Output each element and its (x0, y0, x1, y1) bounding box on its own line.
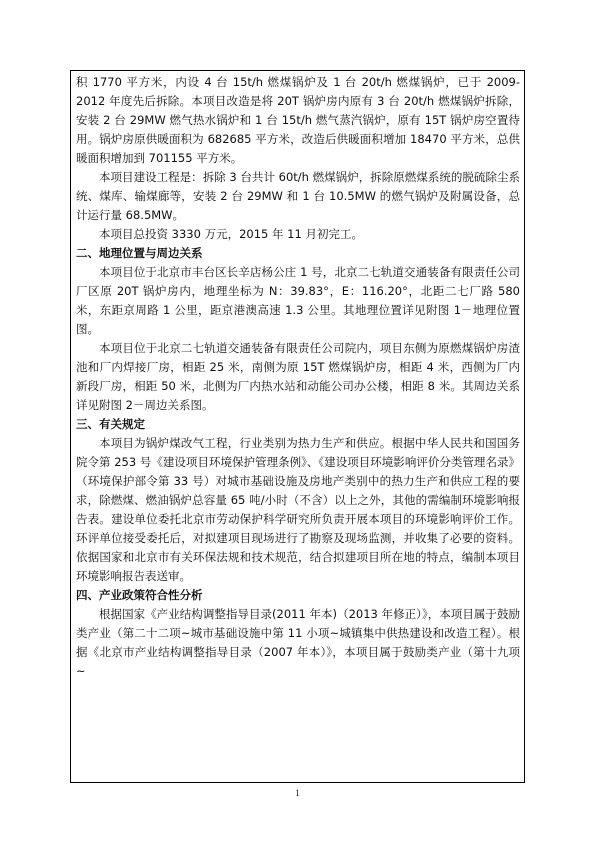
heading-industrial-policy: 四、产业政策符合性分析 (76, 588, 203, 602)
paragraph-location: 本项目位于北京市丰台区长辛店杨公庄 1 号，北京二七轨道交通装备有限责任公司厂区原 20T 锅炉房内，地理坐标为 N：39.83°，E：116.20°，北距二七厂路 580 米，东距京周路 1 公里，距京港澳高速 1.3 公里。其地理位置详见附图 1－地理位置图。 (76, 265, 520, 336)
paragraph-project-intro: 积 1770 平方米，内设 4 台 15t/h 燃煤锅炉及 1 台 20t/h 燃煤锅炉，已于 2009-2012 年度先后拆除。本项目改造是将 20T 锅炉房内原有 3 台 20t/h 燃煤锅炉拆除，安装 2 台 29MW 燃气热水锅炉和 1 台 15t/h 燃气蒸汽锅炉，原有 15T 锅炉房空置待用。锅炉房原供暖面积为 682685 平方米，改造后供暖面积增加 18470 平方米，总供暖面积增加到 701155 平方米。 (76, 75, 520, 165)
paragraph-investment: 本项目总投资 3330 万元，2015 年 11 月初完工。 (99, 227, 363, 241)
document-body (71, 71, 524, 681)
content-frame (70, 70, 525, 783)
paragraph-industrial-policy: 根据国家《产业结构调整指导目录(2011 年本)（2013 年修正）》，本项目属于鼓励类产业（第二十二项~城市基础设施中第 11 小项~城镇集中供热建设和改造工程）。根据《北京市产业结构调整指导目录（2007 年本）》，本项目属于鼓励类产业（第十九项~ (76, 607, 520, 678)
paragraph-surroundings: 本项目位于北京二七轨道交通装备有限责任公司院内，项目东侧为原燃煤锅炉房渣池和厂内焊接厂房，相距 25 米，南侧为原 15T 燃煤锅炉房，相距 4 米，西侧为厂内新段厂房，相距 50 米，北侧为厂内热水站和动能公司办公楼，相距 8 米。其周边关系详见附图 2－周边关系图。 (76, 341, 520, 412)
page-number: 1 (295, 788, 300, 798)
heading-regulations: 三、有关规定 (76, 417, 145, 431)
paragraph-regulations: 本项目为锅炉煤改气工程，行业类别为热力生产和供应。根据中华人民共和国国务院令第 253 号《建设项目环境保护管理条例》、《建设项目环境影响评价分类管理名录》（环境保护部令第 33 号）对城市基础设施及房地产类别中的热力生产和供应工程的要求，除燃煤、燃油锅炉总容量 65 吨/小时（不含）以上之外，其他的需编制环境影响报告表。建设单位委托北京市劳动保护科学研究所负责开展本项目的环境影响评价工作。环评单位接受委托后，对拟建项目现场进行了勘察及现场监测，并收集了必要的资料。依据国家和北京市有关环保法规和技术规范，结合拟建项目所在地的特点，编制本项目环境影响报告表送审。 (76, 436, 520, 583)
paragraph-construction-scope: 本项目建设工程是：拆除 3 台共计 60t/h 燃煤锅炉，拆除原燃煤系统的脱硫除尘系统、煤库、输煤廊等，安装 2 台 29MW 和 1 台 10.5MW 的燃气锅炉及附属设备，总计运行量 68.5MW。 (76, 170, 520, 222)
heading-location: 二、地理位置与周边关系 (76, 246, 203, 260)
